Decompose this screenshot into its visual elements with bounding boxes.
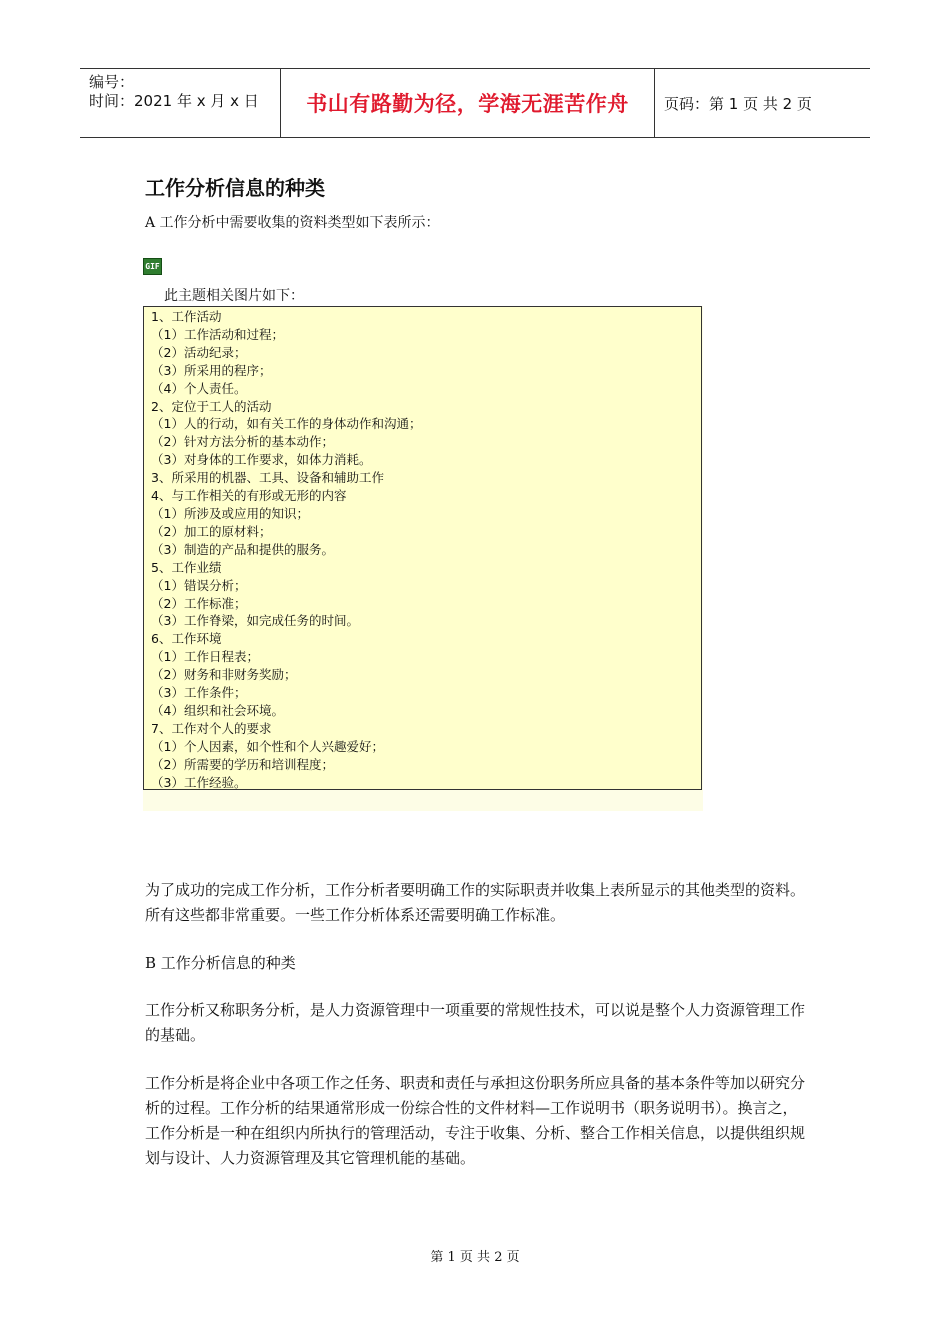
list-item: （2）活动纪录； — [151, 344, 247, 360]
list-item: 5、工作业绩 — [151, 559, 222, 575]
paragraph-3: 工作分析又称职务分析，是人力资源管理中一项重要的常规性技术，可以说是整个人力资源管理工作的基础。 — [145, 1001, 806, 1044]
list-item: （2）加工的原材料； — [151, 523, 272, 539]
list-item: （1）所涉及或应用的知识； — [151, 505, 309, 521]
gif-icon[interactable]: GIF — [143, 258, 162, 275]
list-item: （2）财务和非财务奖励； — [151, 667, 297, 683]
list-item: （1）工作日程表； — [151, 649, 259, 665]
list-item: （1）工作活动和过程； — [151, 326, 284, 342]
paragraph-4: 工作分析是将企业中各项工作之任务、职责和责任与承担这份职务所应具备的基本条件等加以研究分析的过程。工作分析的结果通常形成一份综合性的文件材料—工作说明书（职务说明书）。换言之，工作分析是一种在组织内所执行的管理活动，专注于收集、分析、整合工作相关信息，以提供组织规划与设计、人力资源管理及其它管理机能的基础。 — [145, 1074, 806, 1167]
list-item: （4）个人责任。 — [151, 380, 247, 396]
related-caption: 此主题相关图片如下： — [164, 288, 304, 304]
resource-type-list — [143, 306, 702, 790]
page-footer: 第 1 页 共 2 页 — [430, 1250, 520, 1265]
list-item: （4）组织和社会环境。 — [151, 702, 284, 718]
list-item: 3、所采用的机器、工具、设备和辅助工作 — [151, 470, 384, 486]
page-title: 工作分析信息的种类 — [145, 176, 325, 200]
list-item: 4、与工作相关的有形或无形的内容 — [151, 488, 347, 504]
list-item: （1）个人因素，如个性和个人兴趣爱好； — [151, 738, 384, 754]
list-item: （3）对身体的工作要求，如体力消耗。 — [151, 452, 372, 468]
list-item: （2）针对方法分析的基本动作； — [151, 434, 334, 450]
header-meta — [80, 69, 281, 137]
header-motto: 书山有路勤为径，学海无涯苦作舟 — [281, 69, 655, 137]
intro-text: A 工作分析中需要收集的资料类型如下表所示： — [145, 215, 440, 231]
list-item: （2）工作标准； — [151, 595, 247, 611]
list-item: 1、工作活动 — [151, 309, 222, 324]
list-item: 6、工作环境 — [151, 631, 222, 647]
list-item: （1）人的行动，如有关工作的身体动作和沟通； — [151, 416, 422, 432]
list-item: （3）工作脊梁，如完成任务的时间。 — [151, 613, 359, 629]
list-item: （1）错误分析； — [151, 577, 247, 593]
list-item: （3）制造的产品和提供的服务。 — [151, 541, 334, 557]
header-page-label: 页码：第 1 页 共 2 页 — [664, 94, 812, 113]
number-label: 编号： — [89, 73, 135, 91]
list-item: （3）工作条件； — [151, 685, 247, 701]
paragraph-1: 为了成功的完成工作分析，工作分析者要明确工作的实际职责并收集上表所显示的其他类型的资料。所有这些都非常重要。一些工作分析体系还需要明确工作标准。 — [145, 881, 806, 924]
list-item: 2、定位于工人的活动 — [151, 398, 272, 414]
document-header — [80, 68, 870, 138]
list-item: （2）所需要的学历和培训程度； — [151, 756, 334, 772]
paragraph-2: B 工作分析信息的种类 — [145, 954, 296, 972]
list-item: （3）所采用的程序； — [151, 362, 272, 378]
list-item: （3）工作经验。 — [151, 774, 247, 790]
list-item: 7、工作对个人的要求 — [151, 720, 272, 736]
time-label: 时间：2021 年 x 月 x 日 — [89, 92, 259, 110]
